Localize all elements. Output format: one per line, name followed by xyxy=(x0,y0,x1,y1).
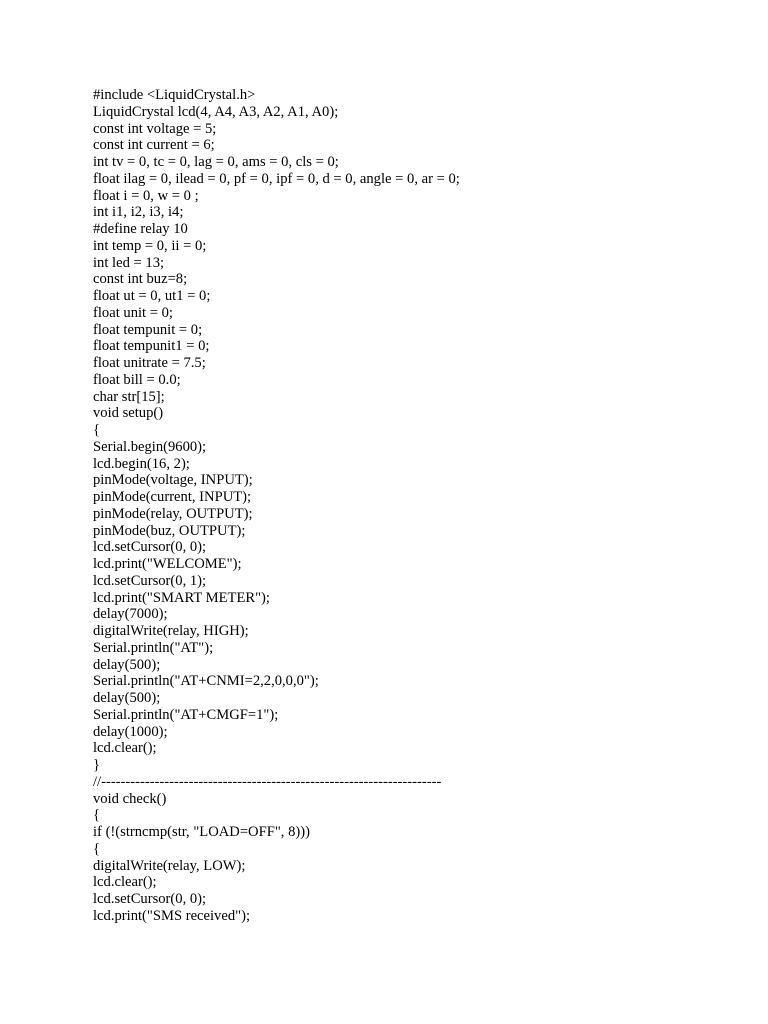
code-line: LiquidCrystal lcd(4, A4, A3, A2, A1, A0); xyxy=(93,103,339,120)
code-line: { xyxy=(93,807,101,824)
code-line: float tempunit = 0; xyxy=(93,321,203,338)
code-line: int tv = 0, tc = 0, lag = 0, ams = 0, cls = 0; xyxy=(93,154,339,170)
code-line: digitalWrite(relay, LOW); xyxy=(93,857,246,874)
code-line: float i = 0, w = 0 ; xyxy=(93,187,199,204)
code-line: pinMode(relay, OUTPUT); xyxy=(93,505,253,522)
code-line: int led = 13; xyxy=(93,254,165,271)
code-line: digitalWrite(relay, HIGH); xyxy=(93,623,249,639)
code-line: int i1, i2, i3, i4; xyxy=(93,204,184,221)
code-line: pinMode(buz, OUTPUT); xyxy=(93,522,246,539)
code-line: lcd.print("SMS received"); xyxy=(93,907,251,924)
code-line: lcd.begin(16, 2); xyxy=(93,455,190,472)
code-line: float tempunit1 = 0; xyxy=(93,338,210,355)
code-line: lcd.setCursor(0, 0); xyxy=(93,891,207,907)
code-line: float unitrate = 7.5; xyxy=(93,355,206,371)
code-line: char str[15]; xyxy=(93,388,165,405)
code-line: void check() xyxy=(93,790,167,807)
code-line: int temp = 0, ii = 0; xyxy=(93,237,207,254)
code-line: Serial.println("AT"); xyxy=(93,639,214,656)
code-line: #define relay 10 xyxy=(93,221,188,237)
code-line: delay(500); xyxy=(93,690,161,706)
code-line: { xyxy=(93,840,101,857)
code-line: //---------------------------------------------------------------------- xyxy=(93,773,442,790)
code-line: const int voltage = 5; xyxy=(93,120,217,137)
code-line: float bill = 0.0; xyxy=(93,371,181,388)
code-line: float ut = 0, ut1 = 0; xyxy=(93,288,211,304)
code-line: pinMode(current, INPUT); xyxy=(93,489,252,505)
code-line: lcd.clear(); xyxy=(93,740,157,757)
code-line: float unit = 0; xyxy=(93,304,173,321)
code-line: { xyxy=(93,422,101,438)
code-line: #include <LiquidCrystal.h> xyxy=(93,87,256,103)
code-listing xyxy=(93,87,713,925)
code-line: delay(7000); xyxy=(93,606,168,623)
code-line: Serial.println("AT+CNMI=2,2,0,0,0"); xyxy=(93,673,319,690)
code-line: } xyxy=(93,757,101,773)
code-line: lcd.print("WELCOME"); xyxy=(93,556,242,572)
code-line: if (!(strncmp(str, "LOAD=OFF", 8))) xyxy=(93,824,310,840)
code-line: float ilag = 0, ilead = 0, pf = 0, ipf = 0, d = 0, angle = 0, ar = 0; xyxy=(93,170,460,187)
code-line: lcd.setCursor(0, 1); xyxy=(93,572,207,589)
code-line: Serial.begin(9600); xyxy=(93,438,207,455)
code-line: lcd.setCursor(0, 0); xyxy=(93,539,207,556)
code-line: const int current = 6; xyxy=(93,137,215,154)
code-line: lcd.clear(); xyxy=(93,874,157,891)
code-line: delay(500); xyxy=(93,656,161,673)
code-line: const int buz=8; xyxy=(93,271,188,288)
code-line: void setup() xyxy=(93,405,164,422)
code-line: lcd.print("SMART METER"); xyxy=(93,589,270,606)
code-line: Serial.println("AT+CMGF=1"); xyxy=(93,706,279,723)
code-line: pinMode(voltage, INPUT); xyxy=(93,472,253,489)
code-line: delay(1000); xyxy=(93,723,168,740)
